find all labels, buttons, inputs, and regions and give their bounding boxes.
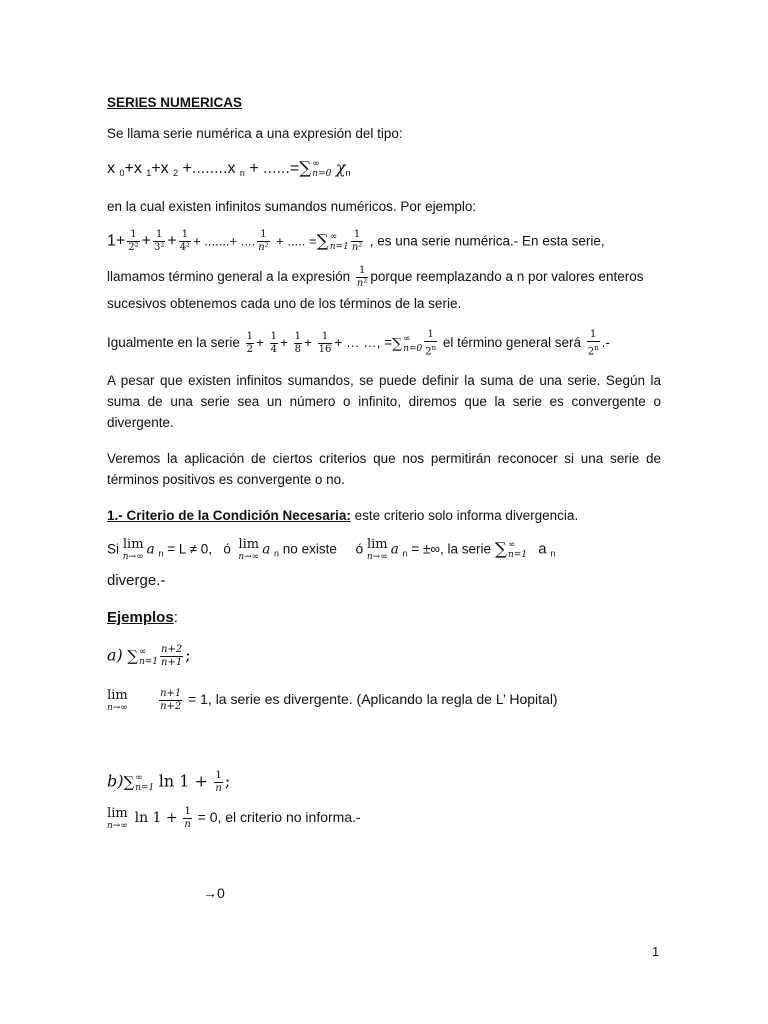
ejemplos-colon: : bbox=[173, 609, 178, 626]
condition-c3: = ±∞, la serie bbox=[411, 541, 492, 557]
criterion-text: este criterio solo informa divergencia. bbox=[354, 508, 579, 523]
formula-lhs: x $_0$+x $_1$+x $_2$ +........x $_n$ + ......= bbox=[107, 160, 300, 178]
fraction-a: $\frac{n+2}{n+1}$ bbox=[161, 644, 183, 668]
example-b-end: ; bbox=[224, 771, 231, 791]
fraction-1-over-nsq: $\frac{1}{\text{n²}}$ bbox=[258, 229, 269, 253]
example-a-result: = 1, la serie es divergente. (Aplicando la regla de L’ Hopital) bbox=[188, 691, 558, 708]
condition-c1: = L ≠ 0, bbox=[167, 541, 213, 557]
summation-symbol-a: ∑ ∞ n=1 bbox=[127, 646, 159, 667]
example-series-line: 1+ $\frac{1}{\text{2²}}$ + $\frac{1}{\text{3²}}$ + $\frac{1}{\text{4²}}$ + .......+ .... $\frac{1}{\text{n²}}$ + ..... =∑ ∞ n=1 $\frac{1}{\text{n²}}$ , es una serie numérica.- En esta serie, bbox=[107, 229, 605, 253]
series-dots-2: + ..... = bbox=[276, 233, 317, 249]
summation-symbol-b: ∑ ∞ n=1 bbox=[123, 772, 155, 793]
term-chi: χ bbox=[335, 158, 346, 177]
fraction-1-over-3sq: $\frac{1}{\text{3²}}$ bbox=[153, 229, 165, 253]
example-a-series bbox=[107, 644, 661, 669]
title bbox=[107, 92, 661, 113]
fraction-1-16: $\frac{1}{16}$ bbox=[318, 331, 332, 356]
paragraph-infinite-sums: en la cual existen infinitos sumandos numéricos. Por ejemplo: bbox=[107, 199, 477, 214]
criterion-heading: 1.- Criterio de la Condición Necesaria: bbox=[107, 508, 351, 523]
criterion-heading-line bbox=[107, 505, 661, 526]
term-a-1: a bbox=[146, 541, 155, 558]
general-term-text-b: porque reemplazando a n por valores enteros bbox=[370, 269, 644, 285]
paragraph-general-term bbox=[107, 265, 661, 290]
fraction-1-over-2sq: $\frac{1}{\text{2²}}$ bbox=[128, 229, 139, 253]
fraction-b: $\frac{1}{n}$ bbox=[215, 770, 222, 794]
example-b-label: b) bbox=[107, 771, 124, 791]
term-a-3: a bbox=[390, 541, 399, 558]
fraction-general-term: $\frac{1}{\text{n²}}$ bbox=[356, 265, 368, 289]
summation-symbol-3: ∑ ∞ n=0 bbox=[392, 333, 423, 354]
series-dots: + .......+ .... bbox=[193, 233, 256, 249]
condition-line: Si lim n→∞ a $_n$ = L ≠ 0, ó lim n→∞ a $_n$ no existe ó lim n→∞ a $_n$ = ±∞, la serie ∑ ∞ n=1 a $_n$ bbox=[107, 537, 556, 562]
diverge-text: diverge.- bbox=[107, 572, 166, 589]
sub-n-1: n bbox=[158, 548, 164, 559]
condition-si: Si bbox=[107, 541, 120, 557]
condition-or-1: ó bbox=[223, 541, 231, 557]
paragraph-criteria: Veremos la aplicación de ciertos criterios que nos permitirán reconocer si una serie de términos positivos es convergente o no. bbox=[107, 451, 661, 487]
example-b-limit bbox=[107, 806, 661, 831]
geometric-term-text: el término general será bbox=[442, 335, 581, 351]
example-b-result: = 0, el criterio no informa.- bbox=[197, 809, 361, 826]
condition-c2: no existe bbox=[282, 541, 337, 557]
fraction-b-2: $\frac{1}{n}$ bbox=[184, 806, 191, 830]
page-number: 1 bbox=[652, 944, 660, 959]
example-a-limit bbox=[107, 688, 667, 713]
term-chi-sub: n bbox=[345, 168, 351, 178]
limit-operator-2: lim n→∞ bbox=[238, 537, 260, 562]
sub-n-3: n bbox=[402, 548, 408, 559]
condition-or-2: ó bbox=[355, 541, 364, 557]
summation-symbol-2: ∑ ∞ n=1 bbox=[316, 231, 349, 252]
intro-paragraph: Se llama serie numérica a una expresión del tipo: bbox=[107, 126, 403, 141]
example-b-ln-2: ln 1 + bbox=[134, 810, 178, 827]
ejemplos-heading bbox=[107, 607, 661, 628]
paragraph-sum-definition: A pesar que existen infinitos sumandos, se puede definir la suma de una serie. Según la suma de una serie sea un número o infinito, diremos que la serie es convergente o divergente. bbox=[107, 373, 661, 430]
example-b-series bbox=[107, 770, 661, 795]
series-lead: 1+ bbox=[107, 232, 126, 250]
summation-symbol: ∑ ∞ n=0 bbox=[299, 158, 332, 179]
general-term-text-a: llamamos término general a la expresión bbox=[107, 269, 351, 285]
fraction-1-over-2n: $\frac{1}{2^n}$ bbox=[425, 329, 437, 358]
formula-general-series bbox=[107, 157, 661, 184]
limit-operator-a: lim n→∞ bbox=[107, 687, 128, 713]
fraction-1-over-4sq: $\frac{1}{\text{4²}}$ bbox=[179, 229, 191, 253]
limit-operator-1: lim n→∞ bbox=[122, 537, 144, 562]
example-a-end: ; bbox=[185, 645, 191, 665]
fraction-1-8: $\frac{1}{8}$ bbox=[294, 331, 302, 356]
example-a-label: a) bbox=[107, 645, 123, 665]
geometric-intro: Igualmente en la serie bbox=[107, 335, 240, 351]
geometric-end: .- bbox=[601, 335, 610, 351]
fraction-a-limit: $\frac{n+1}{n+2}$ bbox=[160, 688, 182, 712]
ejemplos-label: Ejemplos bbox=[107, 609, 174, 626]
fraction-1-2: $\frac{1}{2}$ bbox=[246, 331, 253, 356]
limit-operator-3: lim n→∞ bbox=[366, 537, 388, 562]
example-b-ln: ln 1 + bbox=[158, 771, 208, 791]
geometric-dots: … …, = bbox=[346, 335, 393, 351]
fraction-1-over-nsq-b: $\frac{1}{\text{n²}}$ bbox=[351, 229, 363, 253]
fraction-1-4: $\frac{1}{4}$ bbox=[270, 331, 277, 356]
limit-operator-b: lim n→∞ bbox=[107, 805, 128, 831]
fraction-1-over-2n-b: $\frac{1}{2^n}$ bbox=[587, 329, 599, 358]
title-text: SERIES NUMERICAS bbox=[107, 95, 243, 110]
paragraph-geometric-series: Igualmente en la serie $\frac{1}{2}$ + $\frac{1}{4}$ + $\frac{1}{8}$ + $\frac{1}{16}$ + … …, =∑ ∞ n=0 $\frac{1}{2^n}$ el término general será $\frac{1}{2^n}$ .- bbox=[107, 329, 610, 358]
arrow-note: →0 bbox=[203, 885, 225, 901]
sub-n-2: n bbox=[274, 548, 280, 559]
term-a-2: a bbox=[262, 541, 271, 558]
paragraph-successive-terms: sucesivos obtenemos cada uno de los términos de la serie. bbox=[107, 296, 462, 311]
summation-symbol-4: ∑ ∞ n=1 bbox=[494, 539, 528, 560]
series-tail-text: , es una serie numérica.- En esta serie, bbox=[369, 233, 605, 249]
